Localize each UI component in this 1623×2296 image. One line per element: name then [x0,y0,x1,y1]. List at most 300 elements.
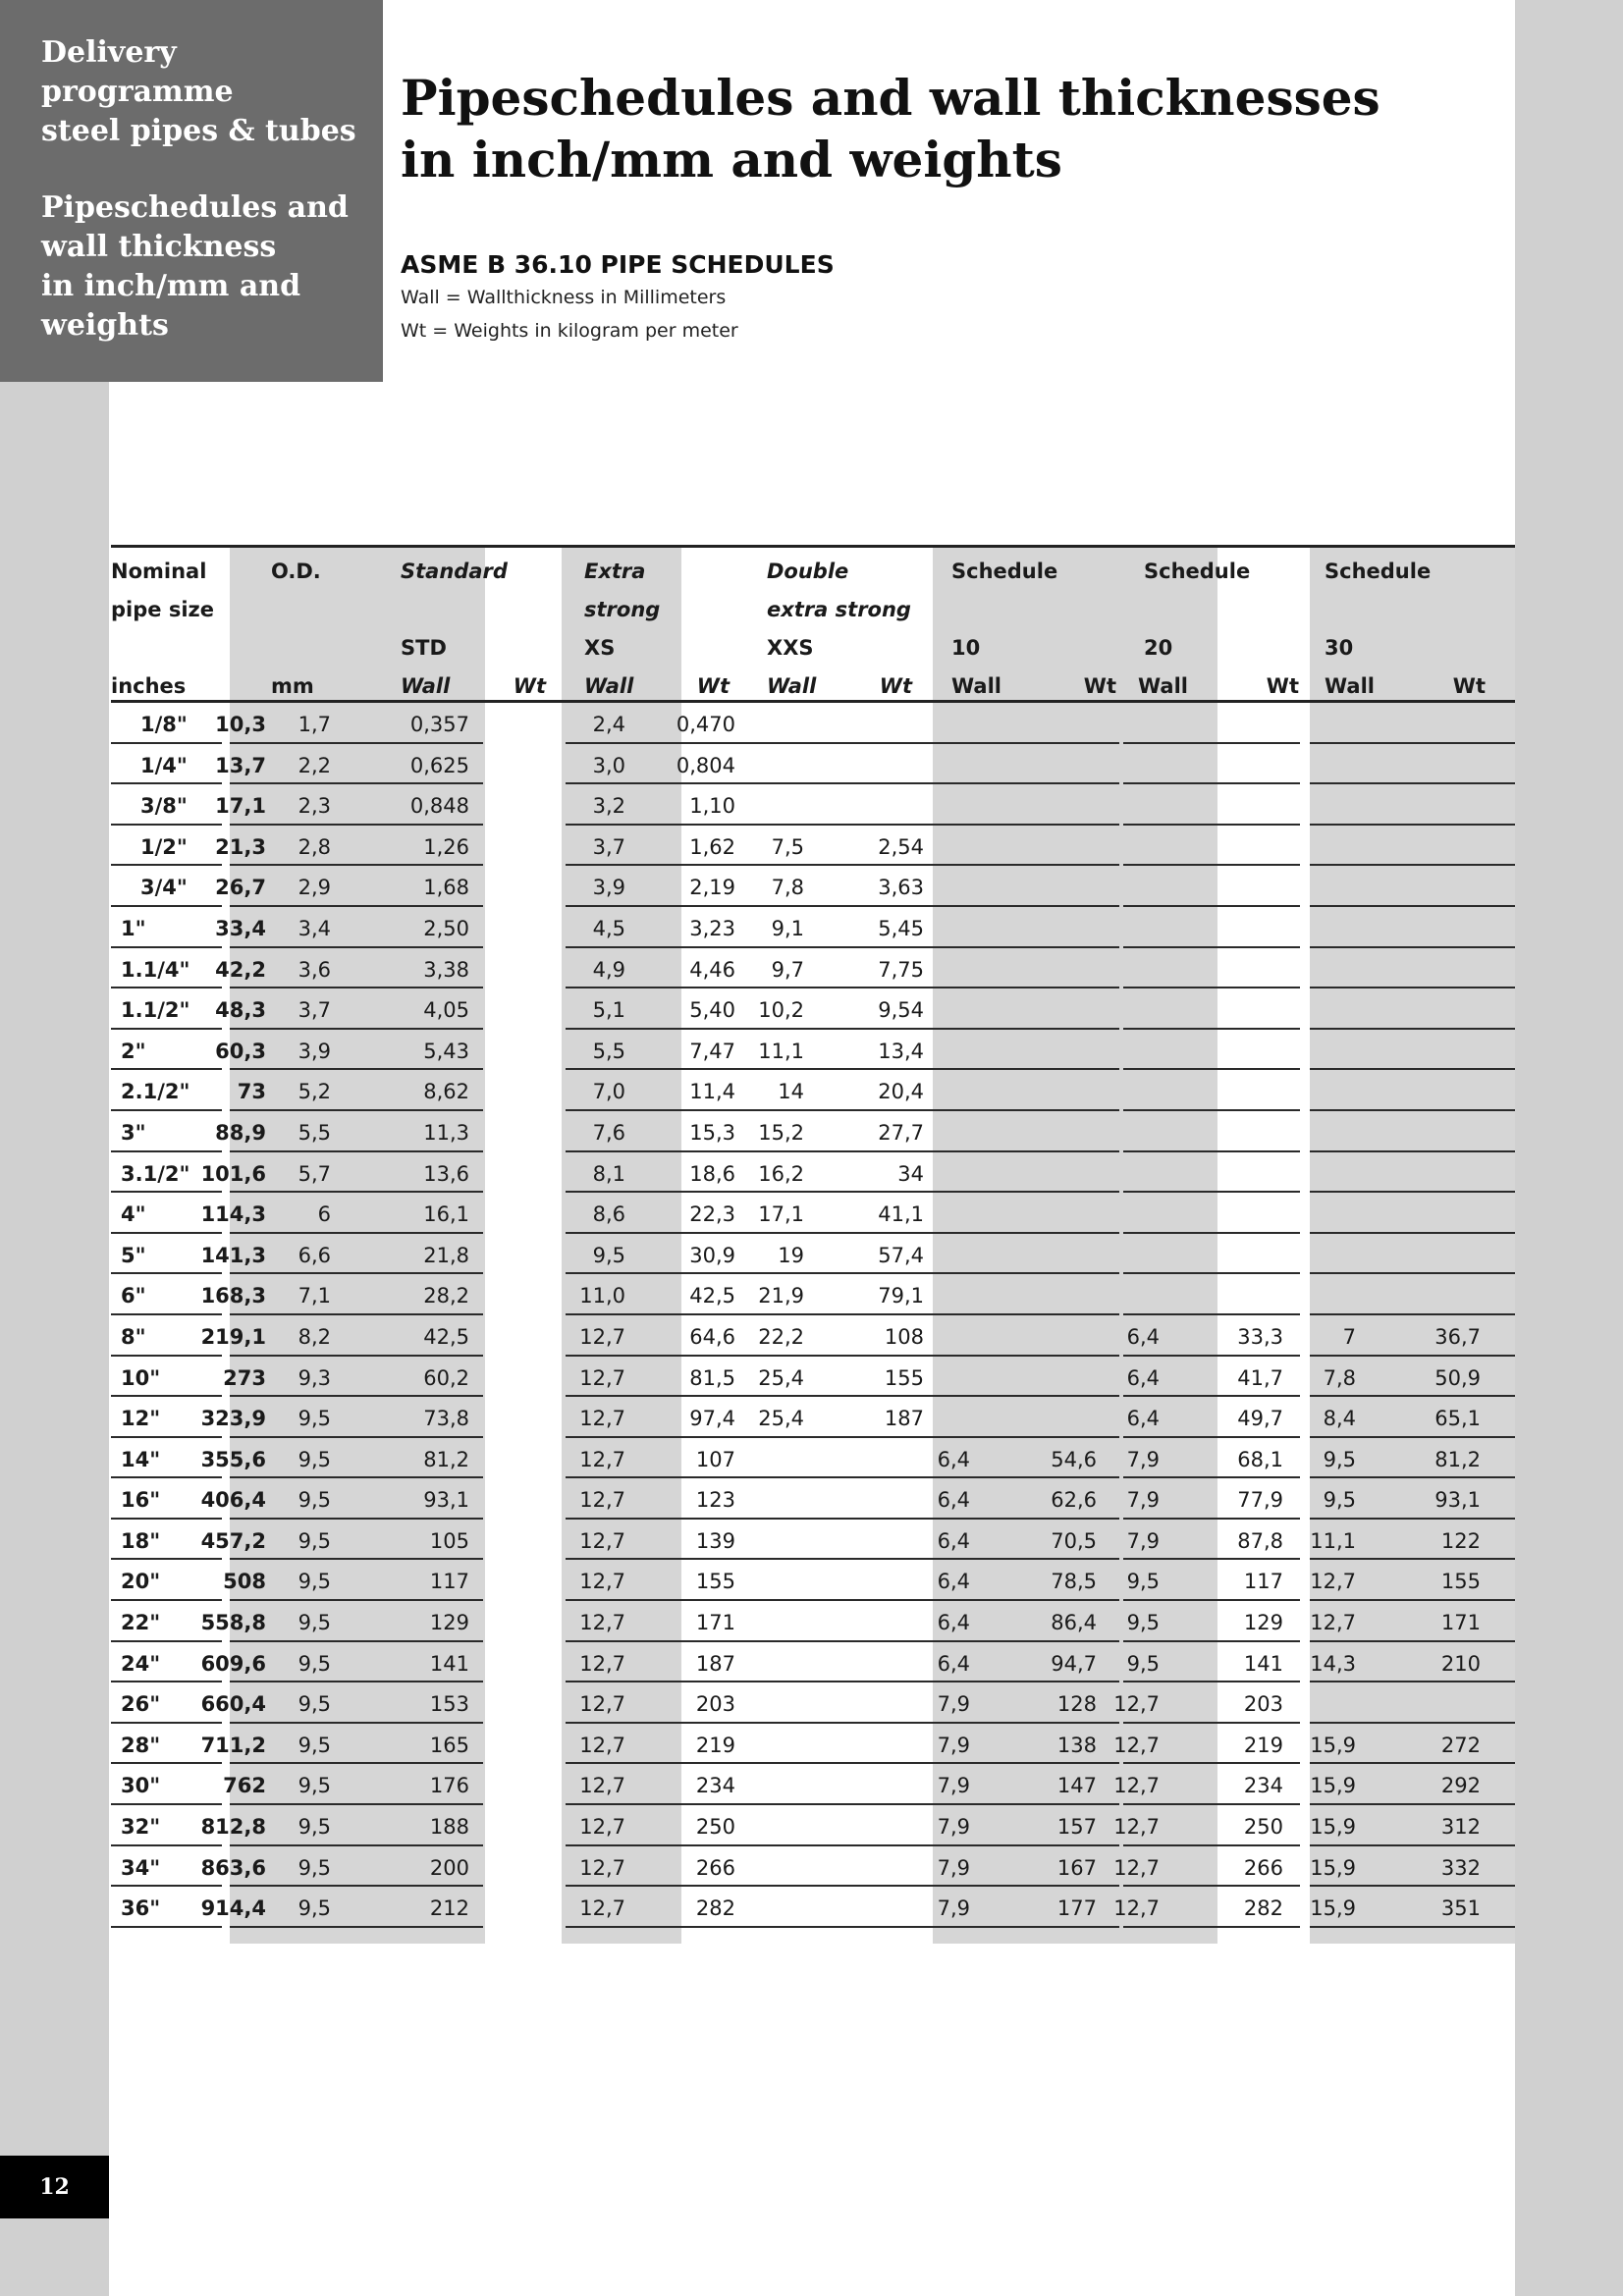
xxs-wall-value: 7,5 [771,834,804,859]
sch10-wall-value: 6,4 [937,1528,970,1553]
std-wall-value: 5,2 [298,1080,331,1104]
sch30-cell [1310,1070,1515,1111]
sch30-wall-value: 15,9 [1310,1855,1356,1880]
sch20-wall-value: 6,4 [1126,1324,1160,1349]
xs-wall-value: 12,7 [579,1815,625,1840]
std-weight-value: 117 [429,1570,469,1594]
std-cell [254,1560,481,1601]
outside-diameter-value: 17,1 [215,794,266,819]
sch20-cell [1123,907,1300,948]
header-std-wall: Wall [401,674,451,698]
xxs-cell [748,826,937,867]
xxs-weight-value: 79,1 [878,1284,924,1308]
std-cell [254,1682,481,1724]
sch10-cell [933,948,1119,989]
xxs-cell [748,1682,937,1724]
xxs-wall-value: 25,4 [758,1365,804,1390]
std-wall-value: 9,5 [298,1447,331,1471]
sch10-wall-value: 6,4 [937,1447,970,1471]
std-weight-value: 4,05 [423,998,469,1023]
xxs-cell [748,1274,937,1315]
sch10-weight-value: 147 [1056,1774,1097,1798]
xs-weight-value: 7,47 [689,1039,735,1063]
xs-weight-value: 171 [695,1611,735,1635]
sch30-cell [1310,1887,1515,1928]
sch30-cell [1310,1846,1515,1888]
xxs-weight-value: 108 [884,1324,924,1349]
sch20-cell [1113,1764,1300,1805]
header-sch30-wt: Wt [1452,674,1486,698]
std-wall-value: 7,1 [298,1284,331,1308]
sch20-weight-value: 129 [1243,1611,1283,1635]
header-sch10-title: Schedule [951,560,1058,583]
xs-wall-value: 7,6 [592,1120,625,1145]
sch10-cell [933,866,1119,907]
xs-cell [566,1520,749,1561]
sch30-cell [1310,703,1515,744]
sch30-cell [1310,1438,1515,1479]
sch10-cell [933,1846,1119,1888]
std-weight-value: 105 [429,1528,469,1553]
sch30-wall-value: 7,8 [1323,1365,1356,1390]
sch20-wall-value: 6,4 [1126,1365,1160,1390]
std-cell [254,1478,481,1520]
sch10-cell [933,1111,1119,1152]
xxs-weight-value: 2,54 [878,834,924,859]
xs-weight-value: 15,3 [689,1120,735,1145]
std-cell [254,988,481,1030]
sch10-cell [933,1315,1119,1357]
header-sch30-wall: Wall [1325,674,1375,698]
std-weight-value: 188 [429,1815,469,1840]
sch30-wall-value: 12,7 [1310,1570,1356,1594]
nominal-size-value: 1/8" [140,713,188,736]
sch20-weight-value: 77,9 [1237,1488,1283,1513]
xs-cell [566,1030,749,1071]
std-wall-value: 9,5 [298,1692,331,1717]
std-cell [254,1152,481,1194]
xs-cell [566,1682,749,1724]
std-cell [254,703,481,744]
xs-weight-value: 219 [695,1733,735,1757]
std-weight-value: 73,8 [423,1407,469,1431]
header-sch20-wt: Wt [1266,674,1299,698]
sch10-cell [933,1193,1119,1234]
sch20-weight-value: 68,1 [1237,1447,1283,1471]
header-sch20-wall: Wall [1138,674,1188,698]
xs-cell [566,988,749,1030]
xs-wall-value: 12,7 [579,1651,625,1676]
xxs-cell [748,1030,937,1071]
std-wall-value: 9,5 [298,1407,331,1431]
xs-cell [566,1846,749,1888]
nominal-size-value: 28" [121,1733,161,1757]
xxs-cell [748,1478,937,1520]
sch10-cell [933,1601,1119,1642]
nominal-size-value: 4" [121,1202,146,1227]
table-row [111,1724,1515,1765]
std-wall-value: 9,5 [298,1815,331,1840]
sch30-wall-value: 9,5 [1323,1447,1356,1471]
nominal-size-value: 3/8" [140,794,188,819]
sch10-weight-value: 62,6 [1051,1488,1097,1513]
std-weight-value: 5,43 [423,1039,469,1063]
sch10-cell [933,1642,1119,1683]
xxs-wall-value: 25,4 [758,1407,804,1431]
table-row [111,1111,1515,1152]
sch30-cell [1310,1357,1515,1398]
nominal-size-cell [111,1070,222,1111]
std-cell [254,744,481,785]
sch10-cell [933,826,1119,867]
outside-diameter-value: 660,4 [200,1692,266,1717]
header-xxs-wall: Wall [767,674,817,698]
sch10-cell [933,1274,1119,1315]
xxs-wall-value: 22,2 [758,1324,804,1349]
outside-diameter-value: 168,3 [200,1284,266,1308]
xs-cell [566,1805,749,1846]
std-cell [254,1315,481,1357]
header-sch30-code: 30 [1325,636,1354,660]
sch30-weight-value: 50,9 [1434,1365,1481,1390]
std-wall-value: 6,6 [298,1243,331,1267]
nominal-size-value: 5" [121,1243,146,1267]
xxs-wall-value: 14 [778,1080,804,1104]
std-wall-value: 9,5 [298,1651,331,1676]
page-number: 12 [0,2156,109,2218]
sch10-cell [933,1438,1119,1479]
std-wall-value: 9,5 [298,1733,331,1757]
xxs-weight-value: 187 [884,1407,924,1431]
std-weight-value: 16,1 [423,1202,469,1227]
sch30-cell [1310,866,1515,907]
xs-weight-value: 42,5 [689,1284,735,1308]
table-row [111,703,1515,744]
sch20-cell [1123,1520,1300,1561]
xxs-cell [748,1315,937,1357]
std-cell [254,826,481,867]
sch30-cell [1310,1234,1515,1275]
nominal-size-cell [111,948,222,989]
xxs-weight-value: 5,45 [878,916,924,940]
note-wall: Wall = Wallthickness in Millimeters [401,287,727,308]
xxs-cell [748,907,937,948]
sch10-weight-value: 177 [1056,1896,1097,1921]
xs-cell [566,744,749,785]
sch30-weight-value: 272 [1440,1733,1481,1757]
sch30-cell [1310,1601,1515,1642]
sch10-cell [933,703,1119,744]
sch30-cell [1310,988,1515,1030]
xs-wall-value: 12,7 [579,1733,625,1757]
nominal-size-cell [111,744,222,785]
header-xxs-title: Double extra strong [767,560,911,621]
sch10-cell [933,1887,1119,1928]
std-cell [254,948,481,989]
nominal-size-value: 14" [121,1447,161,1471]
sch20-cell [1123,988,1300,1030]
xs-cell [566,1642,749,1683]
sch30-cell [1310,1724,1515,1765]
xxs-cell [748,1601,937,1642]
xs-wall-value: 5,5 [592,1039,625,1063]
table-row [111,866,1515,907]
sch20-weight-value: 266 [1243,1855,1283,1880]
sch10-wall-value: 7,9 [937,1815,970,1840]
sch20-weight-value: 41,7 [1237,1365,1283,1390]
xs-cell [566,1111,749,1152]
sch10-cell [933,1152,1119,1194]
std-wall-value: 9,5 [298,1611,331,1635]
outside-diameter-value: 60,3 [215,1039,266,1063]
table-row [111,1805,1515,1846]
table-row [111,1601,1515,1642]
xxs-cell [748,1642,937,1683]
std-wall-value: 5,5 [298,1120,331,1145]
xs-cell [566,1315,749,1357]
table-row [111,1642,1515,1683]
std-weight-value: 28,2 [423,1284,469,1308]
std-wall-value: 1,7 [298,713,331,736]
outside-diameter-value: 101,6 [200,1161,266,1186]
xxs-cell [748,1152,937,1194]
outside-diameter-value: 10,3 [215,713,266,736]
outside-diameter-value: 762 [223,1774,266,1798]
xxs-cell [748,866,937,907]
std-wall-value: 9,5 [298,1774,331,1798]
xs-cell [566,1193,749,1234]
sidebar-heading: Delivery programme steel pipes & tubes [41,35,356,148]
xs-wall-value: 2,4 [592,713,625,736]
xxs-cell [748,1193,937,1234]
xs-cell [566,1601,749,1642]
sch30-wall-value: 11,1 [1310,1528,1356,1553]
nominal-size-cell [111,907,222,948]
std-wall-value: 2,9 [298,876,331,900]
sch20-cell [1123,703,1300,744]
std-wall-value: 9,5 [298,1570,331,1594]
sch30-wall-value: 8,4 [1323,1407,1356,1431]
xs-cell [566,826,749,867]
xs-wall-value: 12,7 [579,1692,625,1717]
nominal-size-value: 32" [121,1815,161,1840]
sch20-weight-value: 141 [1243,1651,1283,1676]
xs-weight-value: 0,804 [676,753,735,777]
xs-weight-value: 4,46 [689,957,735,982]
sch10-cell [933,1682,1119,1724]
outside-diameter-value: 406,4 [200,1488,266,1513]
header-std-title: Standard [401,560,508,583]
sch20-cell [1123,1234,1300,1275]
xs-wall-value: 8,1 [592,1161,625,1186]
xs-wall-value: 7,0 [592,1080,625,1104]
table-row [111,1846,1515,1888]
outside-diameter-value: 457,2 [200,1528,266,1553]
std-weight-value: 141 [429,1651,469,1676]
xs-weight-value: 123 [695,1488,735,1513]
xxs-cell [748,1111,937,1152]
std-wall-value: 2,2 [298,753,331,777]
table-subtitle: ASME B 36.10 PIPE SCHEDULES [401,250,835,279]
xs-weight-value: 107 [695,1447,735,1471]
header-std-code: STD [401,636,447,660]
xxs-cell [748,988,937,1030]
xs-wall-value: 5,1 [592,998,625,1023]
sch10-cell [933,1070,1119,1111]
table-row [111,1438,1515,1479]
std-weight-value: 8,62 [423,1080,469,1104]
sch30-cell [1310,1805,1515,1846]
nominal-size-cell [111,1764,222,1805]
sch20-weight-value: 33,3 [1237,1324,1283,1349]
outside-diameter-value: 48,3 [215,998,266,1023]
header-sch20-code: 20 [1144,636,1173,660]
std-wall-value: 9,5 [298,1528,331,1553]
xxs-cell [748,1560,937,1601]
sch20-cell [1123,1560,1300,1601]
xxs-cell [748,703,937,744]
header-sch10-wt: Wt [1083,674,1116,698]
sch30-cell [1310,1682,1515,1724]
sidebar-subheading: Pipeschedules and wall thickness in inch/mm and weights [41,190,349,343]
outside-diameter-value: 21,3 [215,834,266,859]
header-nominal: Nominal pipe size [111,560,214,621]
sch20-weight-value: 87,8 [1237,1528,1283,1553]
sch30-cell [1310,1193,1515,1234]
header-sch20-title: Schedule [1144,560,1251,583]
xxs-cell [748,1724,937,1765]
nominal-size-value: 34" [121,1855,161,1880]
sch10-cell [933,784,1119,826]
sch30-wall-value: 12,7 [1310,1611,1356,1635]
table-row [111,784,1515,826]
std-weight-value: 13,6 [423,1161,469,1186]
xs-cell [566,1887,749,1928]
sch20-cell [1123,866,1300,907]
nominal-size-value: 1.1/4" [121,957,190,982]
xs-wall-value: 9,5 [592,1243,625,1267]
table-row [111,1193,1515,1234]
xxs-cell [748,1397,937,1438]
sch30-weight-value: 81,2 [1434,1447,1481,1471]
xs-weight-value: 18,6 [689,1161,735,1186]
std-weight-value: 3,38 [423,957,469,982]
xs-cell [566,1724,749,1765]
xs-weight-value: 266 [695,1855,735,1880]
sch30-cell [1310,1274,1515,1315]
xs-cell [566,1070,749,1111]
outside-diameter-value: 73 [237,1080,266,1104]
xxs-weight-value: 57,4 [878,1243,924,1267]
sch30-weight-value: 155 [1440,1570,1481,1594]
header-od: O.D. [271,560,321,583]
table-row [111,1315,1515,1357]
sch20-wall-value: 12,7 [1113,1774,1160,1798]
header-xxs-wt: Wt [879,674,912,698]
nominal-size-value: 3" [121,1120,146,1145]
sch20-wall-value: 12,7 [1113,1692,1160,1717]
std-wall-value: 3,9 [298,1039,331,1063]
table-row [111,1560,1515,1601]
sch20-wall-value: 12,7 [1113,1855,1160,1880]
sch10-cell [933,907,1119,948]
sch20-cell [1113,1805,1300,1846]
nominal-size-value: 20" [121,1570,161,1594]
sch10-cell [933,1030,1119,1071]
xs-weight-value: 2,19 [689,876,735,900]
xxs-weight-value: 7,75 [878,957,924,982]
nominal-size-cell [111,1357,222,1398]
outside-diameter-value: 273 [223,1365,266,1390]
table-row [111,1478,1515,1520]
xs-weight-value: 11,4 [689,1080,735,1104]
sch20-cell [1123,1478,1300,1520]
std-weight-value: 176 [429,1774,469,1798]
xxs-cell [748,1234,937,1275]
xs-weight-value: 64,6 [689,1324,735,1349]
std-cell [254,1274,481,1315]
xs-wall-value: 4,9 [592,957,625,982]
xxs-cell [748,1070,937,1111]
sch10-weight-value: 54,6 [1051,1447,1097,1471]
std-wall-value: 8,2 [298,1324,331,1349]
nominal-size-value: 2.1/2" [121,1080,190,1104]
outside-diameter-value: 26,7 [215,876,266,900]
xs-cell [566,907,749,948]
xxs-weight-value: 27,7 [878,1120,924,1145]
sch30-weight-value: 351 [1440,1896,1481,1921]
xs-wall-value: 12,7 [579,1365,625,1390]
outside-diameter-value: 141,3 [200,1243,266,1267]
table-row [111,1357,1515,1398]
sch20-cell [1123,1152,1300,1194]
sch20-cell [1123,784,1300,826]
xs-weight-value: 155 [695,1570,735,1594]
xs-cell [566,1438,749,1479]
xxs-weight-value: 41,1 [878,1202,924,1227]
std-wall-value: 2,3 [298,794,331,819]
xxs-cell [748,784,937,826]
outside-diameter-value: 219,1 [200,1324,266,1349]
sch20-wall-value: 12,7 [1113,1815,1160,1840]
nominal-size-value: 12" [121,1407,161,1431]
nominal-size-cell [111,866,222,907]
std-weight-value: 11,3 [423,1120,469,1145]
note-weight: Wt = Weights in kilogram per meter [401,320,738,342]
sch10-cell [933,988,1119,1030]
sch30-cell [1310,1030,1515,1071]
sch20-cell [1123,1030,1300,1071]
header-nominal-unit: inches [111,674,187,698]
nominal-size-value: 2" [121,1039,146,1063]
nominal-size-value: 24" [121,1651,161,1676]
xs-wall-value: 12,7 [579,1611,625,1635]
sch10-wall-value: 7,9 [937,1855,970,1880]
xs-cell [566,1234,749,1275]
table-body [111,703,1515,1928]
outside-diameter-value: 42,2 [215,957,266,982]
sch20-weight-value: 282 [1243,1896,1283,1921]
sch30-weight-value: 36,7 [1434,1324,1481,1349]
sch10-wall-value: 6,4 [937,1488,970,1513]
xxs-wall-value: 21,9 [758,1284,804,1308]
table-row [111,1887,1515,1928]
std-weight-value: 60,2 [423,1365,469,1390]
nominal-size-cell [111,1030,222,1071]
xxs-wall-value: 9,1 [771,916,804,940]
sch30-weight-value: 93,1 [1434,1488,1481,1513]
sch10-weight-value: 128 [1056,1692,1097,1717]
